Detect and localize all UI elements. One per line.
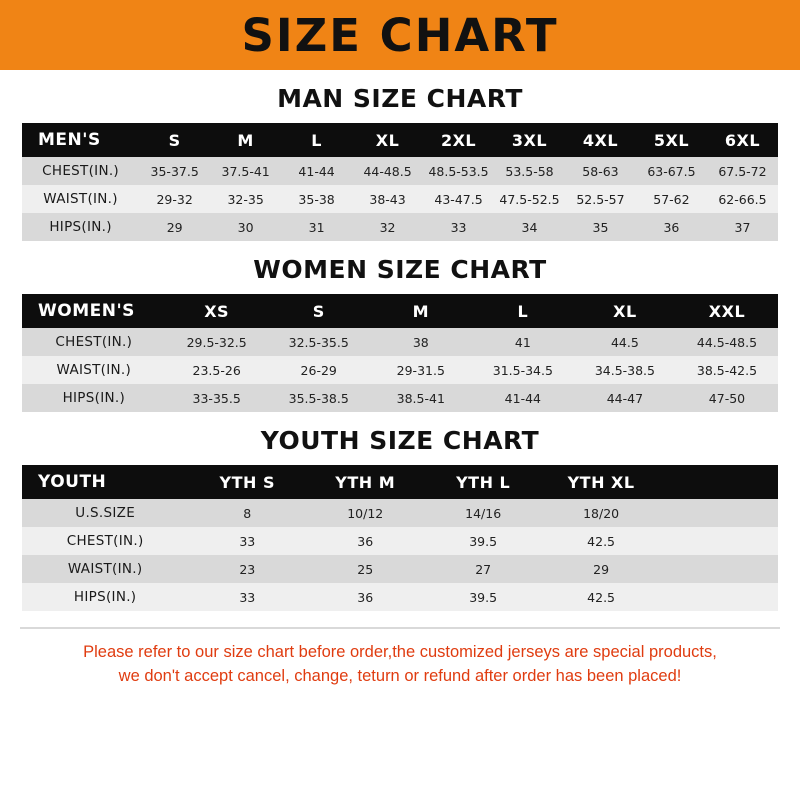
table-cell: 38 [370, 328, 472, 356]
table-header-cell [660, 465, 778, 499]
table-row [22, 356, 778, 384]
table-header-cell: MEN'S [22, 123, 139, 157]
table-header-cell: WOMEN'S [22, 294, 166, 328]
table-header-cell: M [370, 294, 472, 328]
section-man-size-chart [22, 84, 778, 241]
table-cell: 30 [210, 213, 281, 241]
table-cell: 44-48.5 [352, 157, 423, 185]
page-banner [0, 0, 800, 70]
table-cell: 48.5-53.5 [423, 157, 494, 185]
footer-disclaimer [20, 627, 780, 689]
table-cell: 43-47.5 [423, 185, 494, 213]
table-cell [660, 499, 778, 527]
row-label: WAIST(IN.) [22, 185, 139, 213]
table-cell: 33-35.5 [166, 384, 268, 412]
table-cell: 67.5-72 [707, 157, 778, 185]
table-header-cell: YTH M [306, 465, 424, 499]
table-cell [660, 583, 778, 611]
section-title-women: WOMEN SIZE CHART [253, 255, 547, 284]
table-cell: 47-50 [676, 384, 778, 412]
table-cell: 35 [565, 213, 636, 241]
section-title-youth: YOUTH SIZE CHART [260, 426, 540, 455]
table-header-cell: YTH L [424, 465, 542, 499]
table-header-cell: XL [574, 294, 676, 328]
table-header-cell: 2XL [423, 123, 494, 157]
section-title-man: MAN SIZE CHART [277, 84, 523, 113]
table-cell: 14/16 [424, 499, 542, 527]
table-header-cell: 6XL [707, 123, 778, 157]
table-cell: 29-32 [139, 185, 210, 213]
table-header-cell: 3XL [494, 123, 565, 157]
table-row [22, 527, 778, 555]
table-header-cell: XL [352, 123, 423, 157]
table-header-cell: YOUTH [22, 465, 188, 499]
footer-line-2: we don't accept cancel, change, teturn or refund after order has been placed! [118, 666, 682, 685]
table-cell: 29 [542, 555, 660, 583]
table-cell: 62-66.5 [707, 185, 778, 213]
table-cell: 23 [188, 555, 306, 583]
table-cell: 39.5 [424, 583, 542, 611]
table-cell: 35-37.5 [139, 157, 210, 185]
table-cell: 33 [188, 527, 306, 555]
women-size-table [22, 294, 778, 412]
table-cell: 34 [494, 213, 565, 241]
table-header-cell: S [139, 123, 210, 157]
table-header-row [22, 465, 778, 499]
table-cell: 29.5-32.5 [166, 328, 268, 356]
table-cell: 58-63 [565, 157, 636, 185]
table-header-cell: 5XL [636, 123, 707, 157]
table-cell: 44.5-48.5 [676, 328, 778, 356]
row-label: HIPS(IN.) [22, 384, 166, 412]
table-cell: 37 [707, 213, 778, 241]
row-label: CHEST(IN.) [22, 157, 139, 185]
table-header-row [22, 123, 778, 157]
table-cell: 39.5 [424, 527, 542, 555]
table-cell: 23.5-26 [166, 356, 268, 384]
table-cell: 36 [636, 213, 707, 241]
table-header-row [22, 294, 778, 328]
table-cell: 47.5-52.5 [494, 185, 565, 213]
table-row [22, 213, 778, 241]
section-youth-size-chart [22, 426, 778, 611]
table-row [22, 499, 778, 527]
row-label: HIPS(IN.) [22, 583, 188, 611]
table-cell: 41-44 [472, 384, 574, 412]
table-cell: 38.5-42.5 [676, 356, 778, 384]
table-cell: 33 [423, 213, 494, 241]
table-cell [660, 555, 778, 583]
table-header-cell: M [210, 123, 281, 157]
table-cell: 37.5-41 [210, 157, 281, 185]
table-cell: 52.5-57 [565, 185, 636, 213]
table-cell: 35.5-38.5 [268, 384, 370, 412]
row-label: HIPS(IN.) [22, 213, 139, 241]
table-cell: 32.5-35.5 [268, 328, 370, 356]
table-cell: 38.5-41 [370, 384, 472, 412]
table-cell: 26-29 [268, 356, 370, 384]
table-cell: 31.5-34.5 [472, 356, 574, 384]
table-cell: 32 [352, 213, 423, 241]
table-header-cell: S [268, 294, 370, 328]
table-row [22, 185, 778, 213]
table-cell: 57-62 [636, 185, 707, 213]
table-cell: 29-31.5 [370, 356, 472, 384]
youth-size-table [22, 465, 778, 611]
row-label: WAIST(IN.) [22, 356, 166, 384]
table-header-cell: YTH S [188, 465, 306, 499]
table-cell: 53.5-58 [494, 157, 565, 185]
page-title: SIZE CHART [241, 8, 559, 62]
table-row [22, 328, 778, 356]
table-cell: 41-44 [281, 157, 352, 185]
table-cell: 38-43 [352, 185, 423, 213]
table-row [22, 384, 778, 412]
row-label: CHEST(IN.) [22, 328, 166, 356]
table-header-cell: 4XL [565, 123, 636, 157]
table-header-cell: L [472, 294, 574, 328]
row-label: WAIST(IN.) [22, 555, 188, 583]
table-header-cell: XXL [676, 294, 778, 328]
table-cell: 33 [188, 583, 306, 611]
table-cell: 18/20 [542, 499, 660, 527]
chart-content [0, 84, 800, 611]
table-cell: 8 [188, 499, 306, 527]
table-row [22, 583, 778, 611]
table-cell: 36 [306, 527, 424, 555]
table-cell: 44.5 [574, 328, 676, 356]
table-cell: 29 [139, 213, 210, 241]
table-cell [660, 527, 778, 555]
table-cell: 25 [306, 555, 424, 583]
table-cell: 42.5 [542, 583, 660, 611]
man-size-table [22, 123, 778, 241]
table-row [22, 157, 778, 185]
table-header-cell: L [281, 123, 352, 157]
row-label: U.S.SIZE [22, 499, 188, 527]
table-cell: 63-67.5 [636, 157, 707, 185]
table-header-cell: XS [166, 294, 268, 328]
table-row [22, 555, 778, 583]
table-cell: 44-47 [574, 384, 676, 412]
table-header-cell: YTH XL [542, 465, 660, 499]
footer-line-1: Please refer to our size chart before order,the customized jerseys are special products, [83, 643, 717, 661]
table-cell: 35-38 [281, 185, 352, 213]
table-cell: 34.5-38.5 [574, 356, 676, 384]
table-cell: 36 [306, 583, 424, 611]
section-women-size-chart [22, 255, 778, 412]
row-label: CHEST(IN.) [22, 527, 188, 555]
table-cell: 41 [472, 328, 574, 356]
table-cell: 10/12 [306, 499, 424, 527]
table-cell: 32-35 [210, 185, 281, 213]
table-cell: 31 [281, 213, 352, 241]
table-cell: 27 [424, 555, 542, 583]
table-cell: 42.5 [542, 527, 660, 555]
